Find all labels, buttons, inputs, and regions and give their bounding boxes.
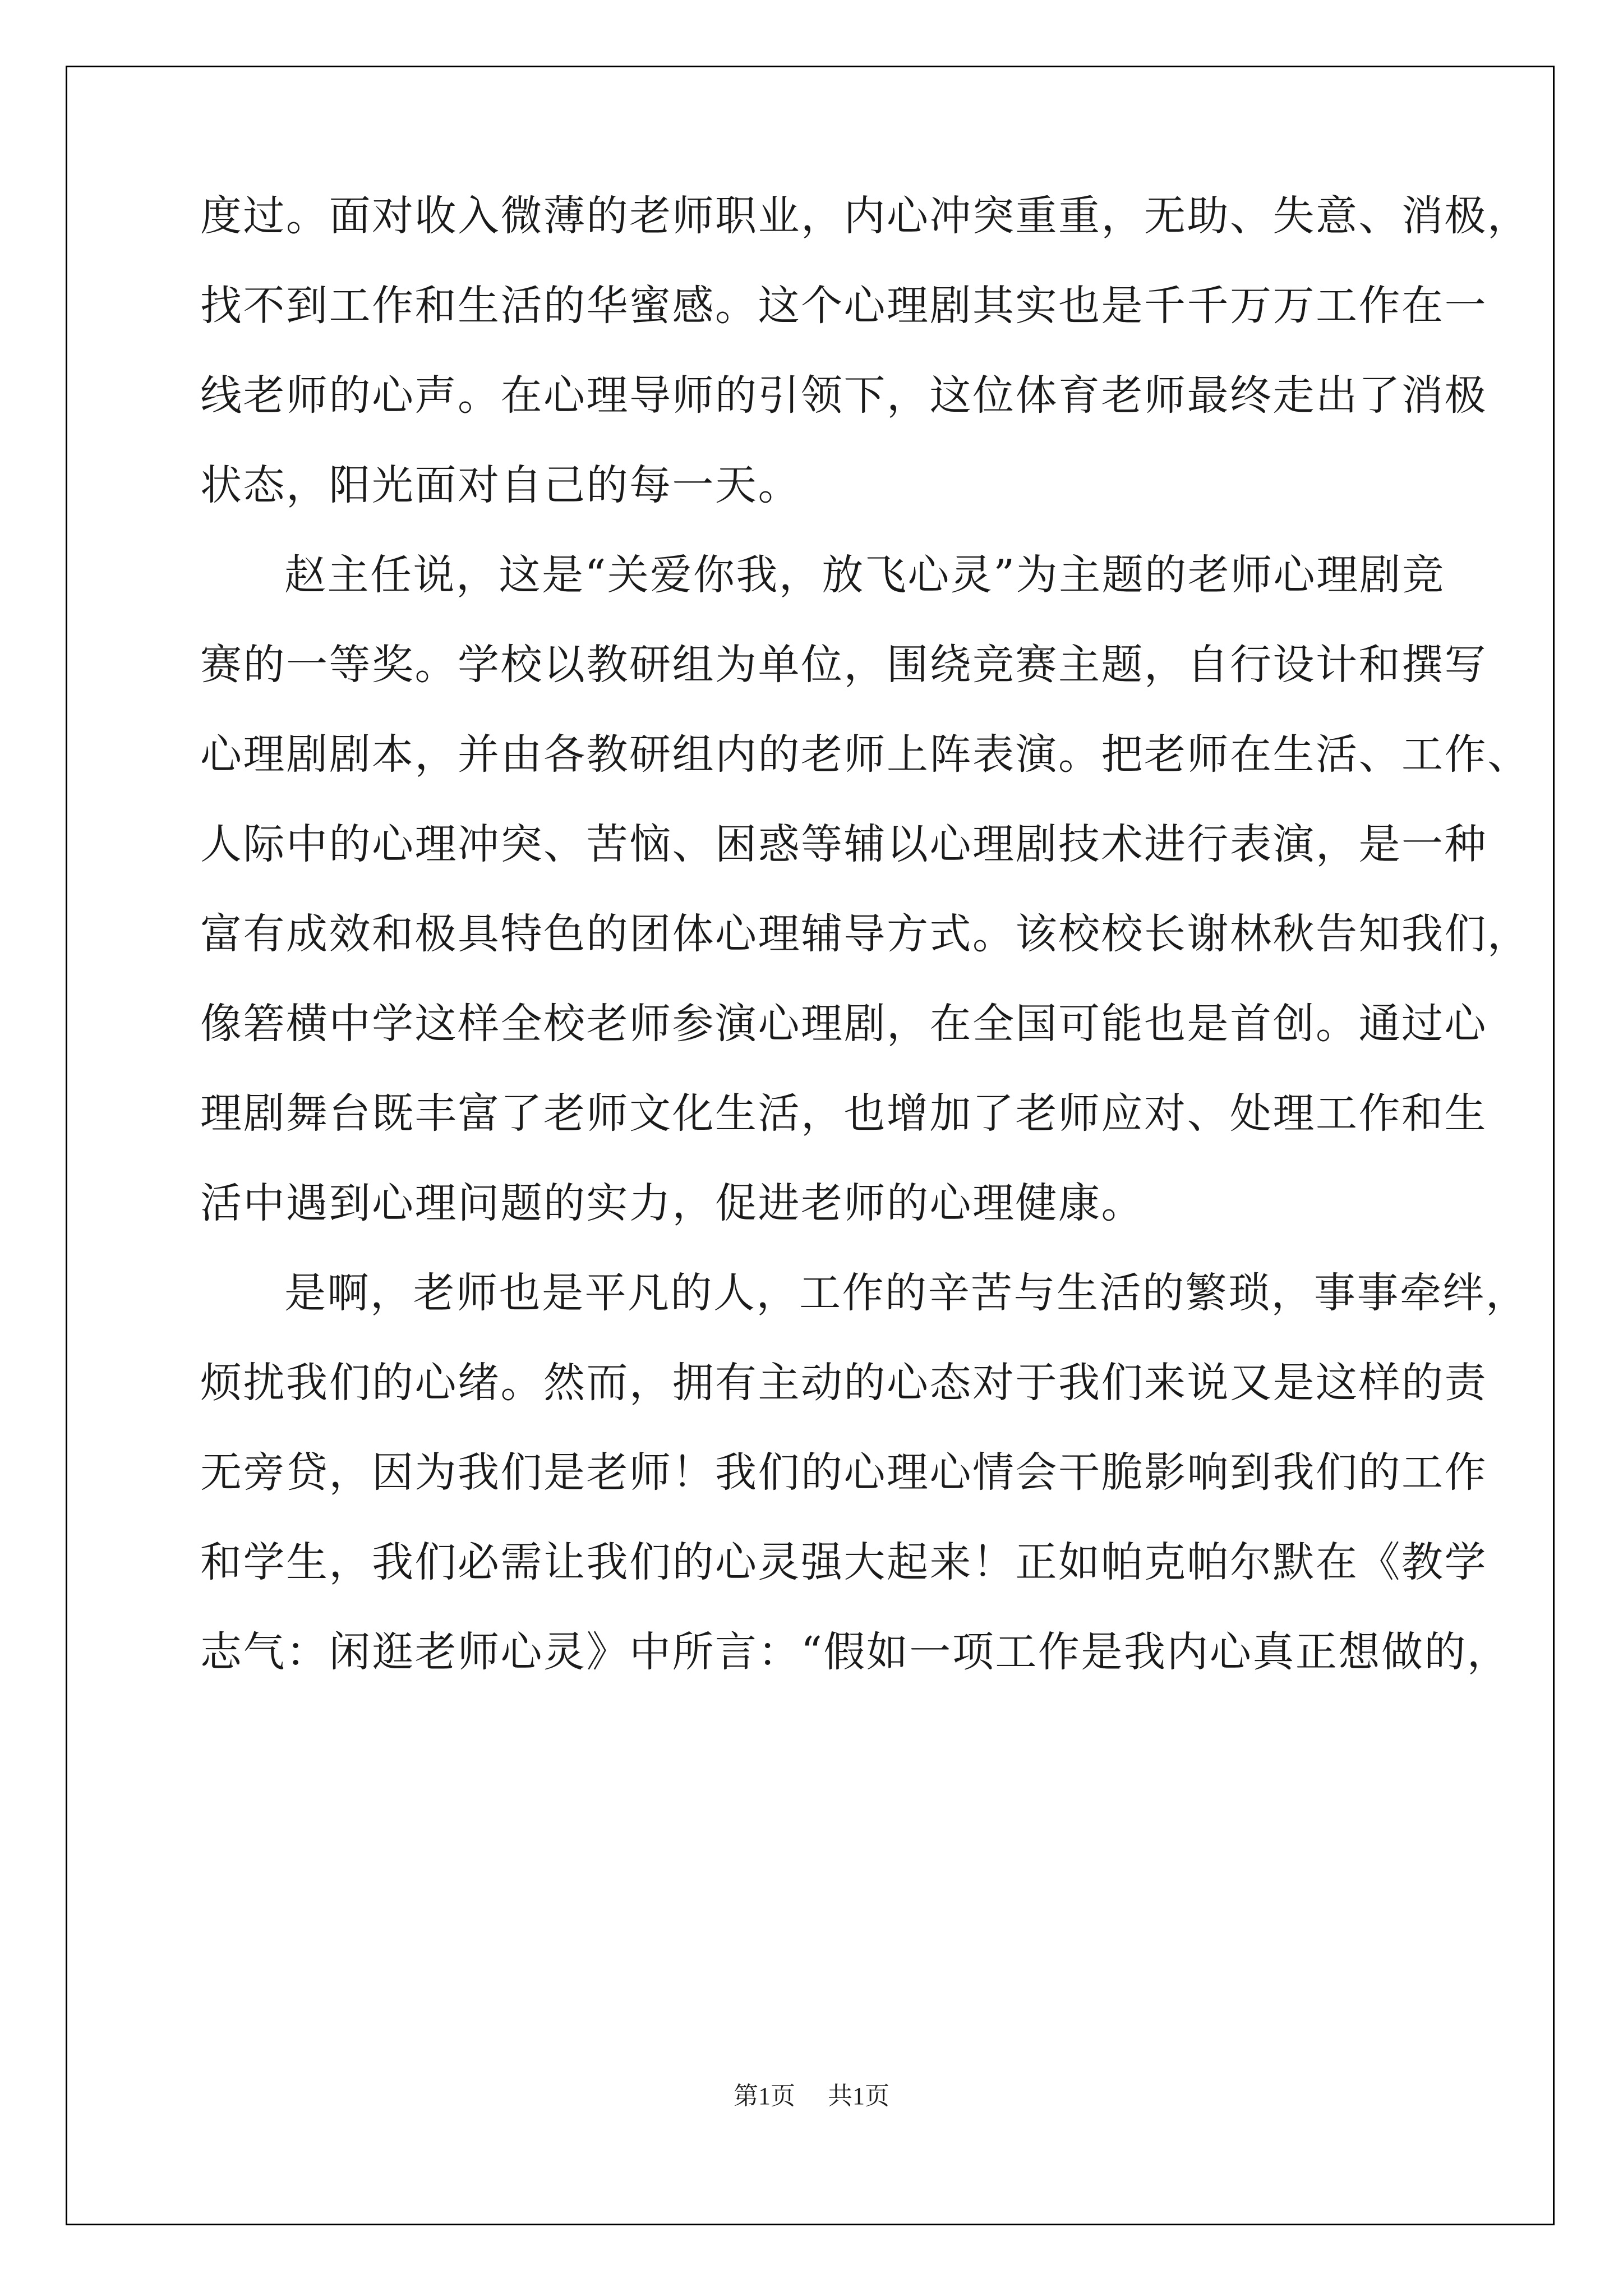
text-line: 线老师的心声。在心理导师的引领下，这位体育老师最终走出了消极 [200, 371, 1487, 420]
text-line: 心理剧剧本，并由各教研组内的老师上阵表演。把老师在生活、工作、 [200, 730, 1530, 779]
text-line: 像箬横中学这样全校老师参演心理剧，在全国可能也是首创。通过心 [200, 1000, 1487, 1048]
text-line: 富有成效和极具特色的团体心理辅导方式。该校校长谢林秋告知我们， [200, 910, 1530, 958]
text-line: 度过。面对收入微薄的老师职业，内心冲突重重，无助、失意、消极， [200, 192, 1530, 240]
text-line: 活中遇到心理问题的实力，促进老师的心理健康。 [200, 1179, 1144, 1227]
text-line: 找不到工作和生活的华蜜感。这个心理剧其实也是千千万万工作在一 [200, 282, 1487, 330]
page-number-label: 第1页 [734, 2082, 795, 2110]
text-line: 人际中的心理冲突、苦恼、困惑等辅以心理剧技术进行表演，是一种 [200, 820, 1487, 868]
text-line: 烦扰我们的心绪。然而，拥有主动的心态对于我们来说又是这样的责 [200, 1359, 1487, 1407]
total-pages-label: 共1页 [828, 2082, 889, 2110]
text-line: 状态，阳光面对自己的每一天。 [200, 461, 801, 509]
text-line: 和学生，我们必需让我们的心灵强大起来！正如帕克帕尔默在《教学 [200, 1538, 1487, 1586]
text-line: 赛的一等奖。学校以教研组为单位，围绕竞赛主题，自行设计和撰写 [200, 641, 1487, 689]
text-line: 志气：闲逛老师心灵》中所言：“假如一项工作是我内心真正想做的， [200, 1628, 1510, 1676]
paragraph-first-line: 是啊，老师也是平凡的人，工作的辛苦与生活的繁琐，事事牵绊， [284, 1269, 1529, 1317]
paragraph-first-line: 赵主任说，这是“关爱你我，放飞心灵”为主题的老师心理剧竞 [284, 551, 1445, 599]
text-line: 理剧舞台既丰富了老师文化生活，也增加了老师应对、处理工作和生 [200, 1089, 1487, 1138]
text-line: 无旁贷，因为我们是老师！我们的心理心情会干脆影响到我们的工作 [200, 1448, 1487, 1497]
page-footer [0, 2076, 1623, 2111]
